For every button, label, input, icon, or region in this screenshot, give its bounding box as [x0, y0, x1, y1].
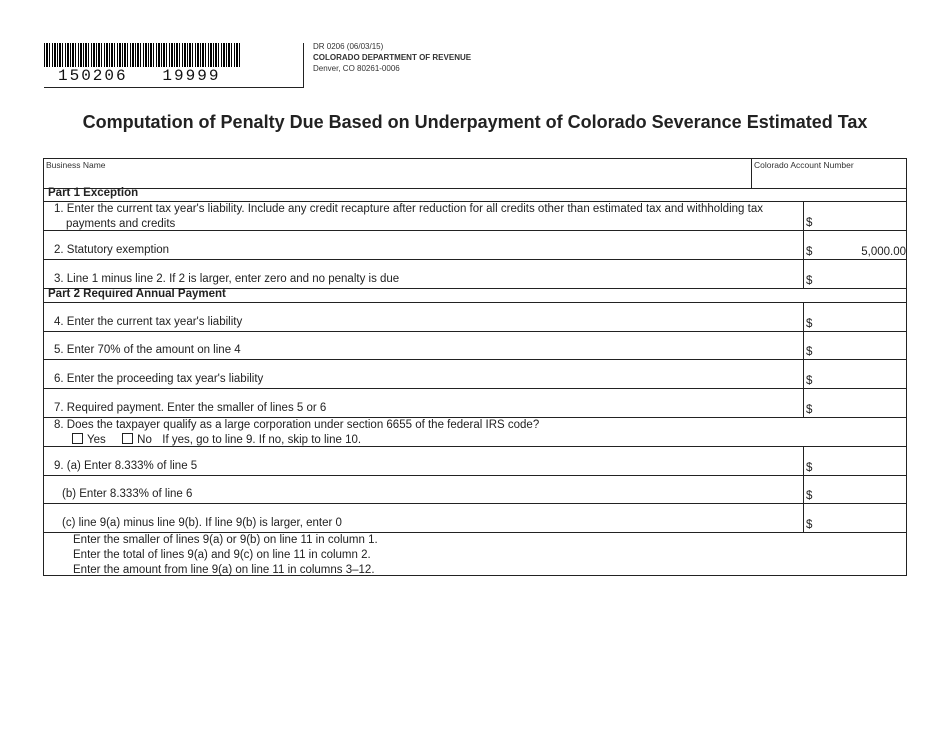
business-name-field[interactable] — [44, 159, 751, 188]
dollar-sign: $ — [806, 490, 813, 502]
dollar-sign: $ — [806, 346, 813, 358]
line7-row — [44, 389, 906, 418]
account-number-label: Colorado Account Number — [754, 160, 854, 170]
line8-options — [54, 433, 539, 448]
line9-notes — [73, 533, 378, 578]
note-2: Enter the total of lines 9(a) and 9(c) on line 11 in column 2. — [73, 549, 371, 561]
line1-row — [44, 202, 906, 231]
barcode-bars — [44, 43, 240, 67]
department-name: COLORADO DEPARTMENT OF REVENUE — [313, 53, 472, 62]
no-label: No — [137, 434, 152, 446]
business-info-row — [44, 159, 906, 189]
line1-text-b: payments and credits — [66, 218, 176, 230]
line2-value: 5,000.00 — [861, 246, 906, 258]
dollar-sign: $ — [806, 462, 813, 474]
note-3: Enter the amount from line 9(a) on line 11 in columns 3–12. — [73, 564, 375, 576]
line7-amount[interactable] — [803, 389, 906, 417]
barcode — [44, 43, 304, 88]
line4-label: 4. Enter the current tax year's liability — [54, 316, 243, 328]
no-checkbox[interactable] — [122, 433, 133, 444]
line8-label — [54, 418, 539, 448]
dollar-sign: $ — [806, 375, 813, 387]
penalty-form — [43, 158, 907, 576]
part1-heading-row — [44, 189, 906, 202]
line3-label: 3. Line 1 minus line 2. If 2 is larger, enter zero and no penalty is due — [54, 273, 400, 285]
line5-amount[interactable] — [803, 332, 906, 359]
line1-label — [54, 202, 763, 232]
part1-heading: Part 1 Exception — [48, 187, 139, 199]
line8-question: 8. Does the taxpayer qualify as a large corporation under section 6655 of the federal IRS code? — [54, 419, 540, 431]
line3-amount[interactable] — [803, 260, 906, 288]
yes-label: Yes — [87, 434, 106, 446]
line9c-label: (c) line 9(a) minus line 9(b). If line 9(b) is larger, enter 0 — [62, 517, 342, 529]
line9c-row — [44, 504, 906, 533]
line9-notes-row — [44, 533, 906, 576]
line7-label: 7. Required payment. Enter the smaller of lines 5 or 6 — [54, 402, 327, 414]
dollar-sign: $ — [806, 404, 813, 416]
dollar-sign: $ — [806, 275, 813, 287]
line9b-row — [44, 476, 906, 504]
part2-heading: Part 2 Required Annual Payment — [48, 288, 226, 300]
line9a-row — [44, 447, 906, 476]
line9b-label: (b) Enter 8.333% of line 6 — [62, 488, 193, 500]
page-title: Computation of Penalty Due Based on Underpayment of Colorado Severance Estimated Tax — [82, 112, 868, 132]
line9b-amount[interactable] — [803, 476, 906, 503]
line2-label: 2. Statutory exemption — [54, 244, 170, 256]
line8-row — [44, 418, 906, 447]
barcode-number: 150206 19999 — [58, 67, 221, 85]
line6-row — [44, 360, 906, 389]
line1-amount[interactable] — [803, 202, 906, 230]
form-id: DR 0206 (06/03/15) — [313, 42, 384, 51]
department-address: Denver, CO 80261-0006 — [313, 64, 400, 73]
dollar-sign: $ — [806, 519, 813, 531]
part2-heading-row — [44, 289, 906, 303]
business-name-label: Business Name — [46, 160, 106, 170]
line5-row — [44, 332, 906, 360]
dollar-sign: $ — [806, 246, 813, 258]
line4-amount[interactable] — [803, 303, 906, 331]
line9a-label: 9. (a) Enter 8.333% of line 5 — [54, 460, 198, 472]
account-number-field[interactable] — [751, 159, 906, 188]
yes-checkbox[interactable] — [72, 433, 83, 444]
line4-row — [44, 303, 906, 332]
note-1: Enter the smaller of lines 9(a) or 9(b) on line 11 in column 1. — [73, 534, 378, 546]
line2-amount — [803, 231, 906, 259]
dollar-sign: $ — [806, 217, 813, 229]
dollar-sign: $ — [806, 318, 813, 330]
line3-row — [44, 260, 906, 289]
line6-label: 6. Enter the proceeding tax year's liability — [54, 373, 264, 385]
line9a-amount[interactable] — [803, 447, 906, 475]
line8-instruction: If yes, go to line 9. If no, skip to line 10. — [162, 434, 362, 446]
line2-row — [44, 231, 906, 260]
department-block — [313, 41, 471, 74]
line1-text-a: 1. Enter the current tax year's liability. Include any credit recapture after reduction for all credits other than estimated tax and withholding tax — [54, 203, 763, 215]
line6-amount[interactable] — [803, 360, 906, 388]
line9c-amount[interactable] — [803, 504, 906, 532]
line5-label: 5. Enter 70% of the amount on line 4 — [54, 344, 241, 356]
